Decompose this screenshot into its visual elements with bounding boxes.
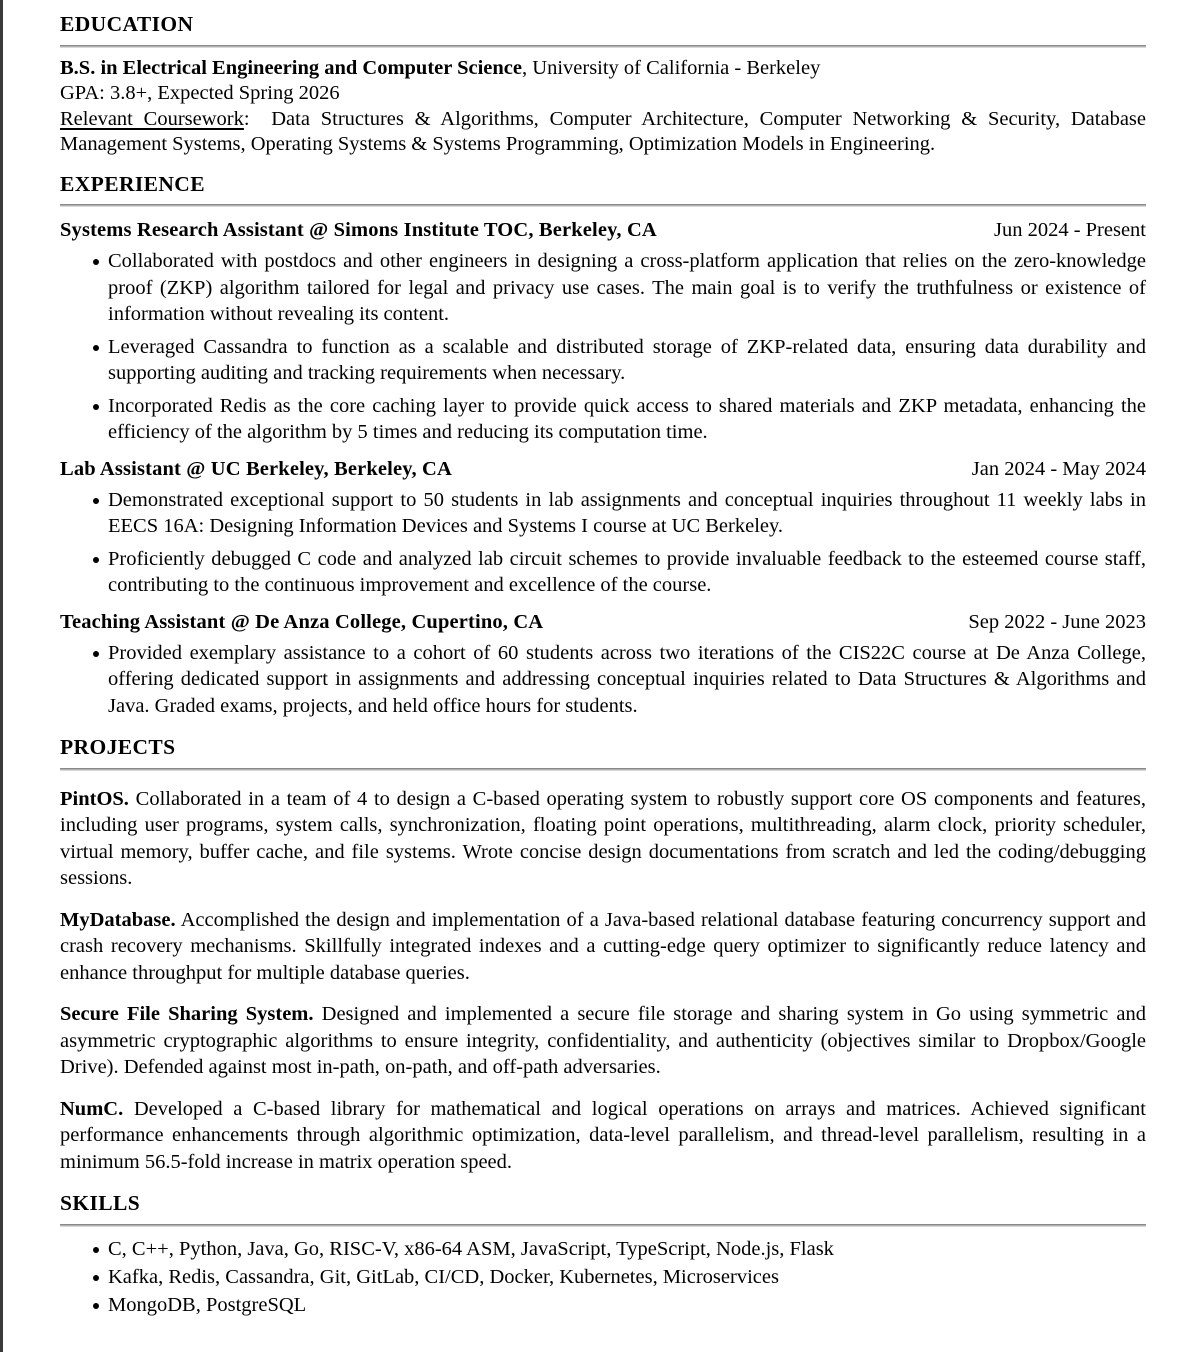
experience-job-title: Lab Assistant @ UC Berkeley, Berkeley, CA — [60, 457, 452, 480]
experience-entry-header — [60, 456, 1146, 482]
experience-bullet: Proficiently debugged C code and analyzed lab circuit schemes to provide invaluable feedback to the esteemed course staff, contributing to the continuous improvement and excellence of the course. — [60, 546, 1146, 599]
project-entry — [60, 907, 1146, 987]
project-description: Designed and implemented a secure file storage and sharing system in Go using symmetric and asymmetric cryptographic algorithms to ensure integrity, confidentiality, and authenticity (objectives similar to Dropbox/Google Drive). Defended against most in-path, on-path, and off-path adversaries. — [60, 1003, 1146, 1078]
section-heading-education: EDUCATION — [60, 12, 194, 36]
experience-entry — [60, 217, 1146, 446]
section-heading-experience: EXPERIENCE — [60, 171, 205, 196]
experience-bullet-list — [60, 248, 1146, 446]
skills-item: C, C++, Python, Java, Go, RISC-V, x86-64 ASM, JavaScript, TypeScript, Node.js, Flask — [60, 1235, 1146, 1263]
project-entry — [60, 786, 1146, 892]
section-heading-projects: PROJECTS — [60, 735, 176, 759]
education-school: , University of California - Berkeley — [522, 56, 821, 79]
education-degree-line — [60, 56, 1146, 82]
skills-item: MongoDB, PostgreSQL — [60, 1291, 1146, 1319]
project-description: Collaborated in a team of 4 to design a C-based operating system to robustly support core OS components and features, including user programs, system calls, synchronization, floating point operations, multithreading, alarm clock, priority scheduler, virtual memory, buffer cache, and file systems. Wrote concise design documentations from scratch and led the coding/debugging sessions. — [60, 787, 1147, 889]
experience-entry — [60, 456, 1146, 599]
section-projects — [60, 737, 1146, 1175]
project-description: Developed a C-based library for mathematical and logical operations on arrays and matrices. Achieved significant performance enhancements through algorithmic optimization, data-level parallelism, and thread-level parallelism, resulting in a minimum 56.5-fold increase in matrix operation speed. — [60, 1097, 1146, 1173]
experience-bullet: Provided exemplary assistance to a cohort of 60 students across two iterations of the CIS22C course at De Anza College, offering dedicated support in assignments and addressing conceptual inquiries related to Data Structures & Algorithms and Java. Graded exams, projects, and held office hours for students. — [60, 640, 1146, 720]
experience-job-dates: Jun 2024 - Present — [993, 219, 1146, 241]
education-degree: B.S. in Electrical Engineering and Computer Science — [60, 56, 523, 79]
experience-job-title: Teaching Assistant @ De Anza College, Cupertino, CA — [60, 610, 544, 633]
education-coursework-separator: : — [243, 107, 250, 130]
education-coursework-line — [60, 107, 1146, 158]
education-coursework-label: Relevant Coursework — [60, 107, 244, 130]
project-entry — [60, 1096, 1146, 1176]
resume-content — [60, 14, 1146, 1319]
experience-entry-header — [60, 217, 1146, 243]
education-gpa-line: GPA: 3.8+, Expected Spring 2026 — [60, 82, 340, 104]
experience-bullet: Demonstrated exceptional support to 50 students in lab assignments and conceptual inquiries throughout 11 weekly labs in EECS 16A: Designing Information Devices and Systems I course at UC Berkeley. — [60, 487, 1146, 540]
section-heading-skills: SKILLS — [60, 1191, 141, 1215]
experience-bullet: Leveraged Cassandra to function as a scalable and distributed storage of ZKP-related data, ensuring data durability and supporting auditing and tracking requirements when necessary. — [60, 334, 1146, 387]
project-entry — [60, 1001, 1146, 1081]
experience-bullet-list — [60, 487, 1146, 599]
experience-bullet: Incorporated Redis as the core caching layer to provide quick access to shared materials and ZKP metadata, enhancing the efficiency of the algorithm by 5 times and reducing its computation time. — [60, 393, 1146, 446]
education-coursework-list: Data Structures & Algorithms, Computer Architecture, Computer Networking & Security, Database Management Systems, Operating Systems & Systems Programming, Optimization Models in Engineering. — [60, 107, 1146, 155]
section-skills — [60, 1193, 1146, 1319]
project-name: MyDatabase. — [60, 908, 176, 931]
section-experience — [60, 171, 1146, 720]
experience-entry — [60, 609, 1146, 720]
experience-bullet-list — [60, 640, 1146, 720]
experience-entry-header — [60, 609, 1146, 635]
experience-bullet: Collaborated with postdocs and other engineers in designing a cross-platform application that relies on the zero-knowledge proof (ZKP) algorithm tailored for legal and privacy use cases. The main goal is to verify the truthfulness or existence of information without revealing its content. — [60, 248, 1146, 328]
experience-job-dates: Jan 2024 - May 2024 — [971, 457, 1146, 480]
project-name: NumC. — [60, 1097, 124, 1120]
project-description: Accomplished the design and implementation of a Java-based relational database featuring concurrency support and crash recovery mechanisms. Skillfully integrated indexes and a cutting-edge query optimizer to significantly reduce latency and enhance throughput for multiple database queries. — [60, 908, 1146, 984]
skills-list — [60, 1235, 1146, 1319]
experience-job-title: Systems Research Assistant @ Simons Institute TOC, Berkeley, CA — [60, 219, 657, 241]
section-divider-experience — [60, 204, 1146, 207]
experience-job-dates: Sep 2022 - June 2023 — [968, 610, 1146, 633]
project-name: Secure File Sharing System. — [60, 1003, 314, 1025]
skills-item: Kafka, Redis, Cassandra, Git, GitLab, CI/CD, Docker, Kubernetes, Microservices — [60, 1263, 1146, 1291]
section-divider-education — [60, 45, 1146, 48]
section-divider-projects — [60, 768, 1146, 771]
section-education — [60, 14, 1146, 158]
project-name: PintOS. — [60, 787, 129, 810]
section-divider-skills — [60, 1224, 1146, 1227]
